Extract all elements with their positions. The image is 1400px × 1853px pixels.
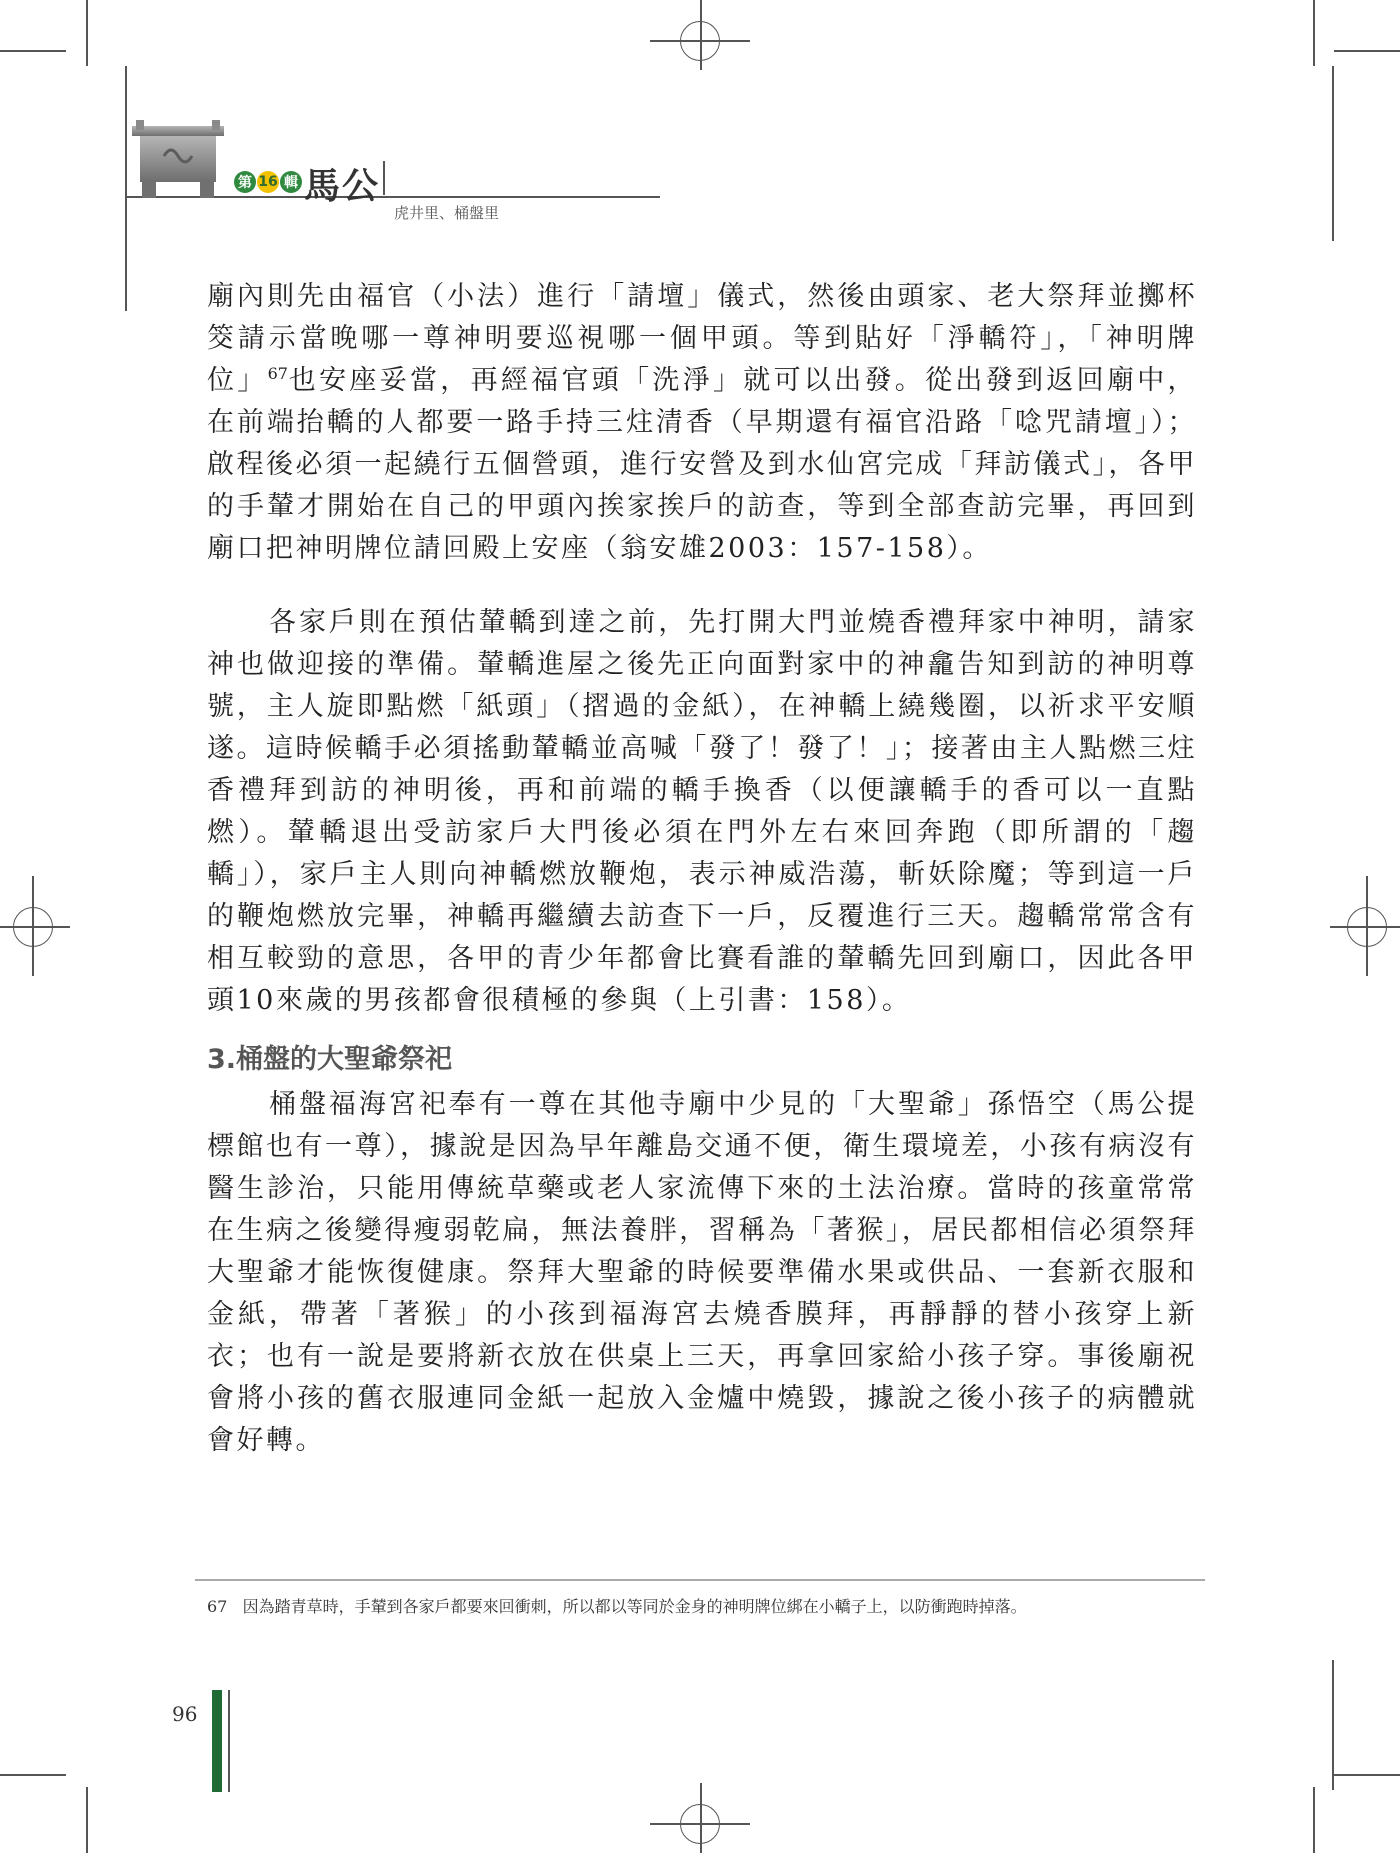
footnote-ref[interactable]: 67 xyxy=(267,364,288,383)
footnote-number: 67 xyxy=(207,1597,228,1616)
footnote-text: 因為踏青草時，手輦到各家戶都要來回衝刺，所以都以等同於金身的神明牌位綁在小轎子上，以防衝跑時掉落。 xyxy=(242,1597,1027,1616)
paragraph-1-rest: 也安座妥當，再經福官頭「洗淨」就可以出發。從出發到返回廟中，在前端抬轎的人都要一路手持三炷清香（早期還有福官沿路「唸咒請壇」）；啟程後必須一起繞行五個營頭，進行安營及到水仙宮完成「拜訪儀式」，各甲的手輦才開始在自己的甲頭內挨家挨戶的訪查，等到全部查訪完畢，再回到廟口把神明牌位請回殿上安座（翁安雄2003：157-158）。 xyxy=(207,365,1198,564)
footer-thin-bar xyxy=(228,1690,230,1792)
footnote xyxy=(207,1594,1207,1617)
page-number: 96 xyxy=(172,1702,198,1726)
volume-badge-suffix: 輯 xyxy=(280,171,302,193)
stone-incense-burner-icon xyxy=(128,120,228,200)
section-heading: 3.桶盤的大聖爺祭祀 xyxy=(207,1044,453,1075)
body-text xyxy=(207,276,1197,1462)
paragraph-1 xyxy=(207,276,1197,570)
paragraph-1-start: 廟內則先由福官（小法）進行「請壇」儀式，然後由頭家、老大祭拜並擲杯筊請示當晚哪一尊神明要巡視哪一個甲頭。等到貼好「淨轎符」，「神明牌位」 xyxy=(207,281,1197,396)
header-subtitle: 虎井里、桶盤里 xyxy=(394,204,500,222)
header-title-divider xyxy=(383,161,385,195)
volume-badge-prefix: 第 xyxy=(234,171,256,193)
footnote-rule xyxy=(195,1579,1205,1581)
paragraph-2: 各家戶則在預估輦轎到達之前，先打開大門並燒香禮拜家中神明，請家神也做迎接的準備。輦轎進屋之後先正向面對家中的神龕告知到訪的神明尊號，主人旋即點燃「紙頭」（摺過的金紙），在神轎上繞幾圈，以祈求平安順遂。這時候轎手必須搖動輦轎並高喊「發了！發了！」；接著由主人點燃三炷香禮拜到訪的神明後，再和前端的轎手換香（以便讓轎手的香可以一直點燃）。輦轎退出受訪家戶大門後必須在門外左右來回奔跑（即所謂的「趨轎」），家戶主人則向神轎燃放鞭炮，表示神威浩蕩，斬妖除魔；等到這一戶的鞭炮燃放完畢，神轎再繼續去訪查下一戶，反覆進行三天。趨轎常常含有相互較勁的意思，各甲的青少年都會比賽看誰的輦轎先回到廟口，因此各甲頭10來歲的男孩都會很積極的參與（上引書：158）。 xyxy=(207,607,1197,1016)
volume-badge-number: 16 xyxy=(257,171,279,193)
volume-badge xyxy=(234,171,302,193)
paragraph-3: 桶盤福海宮祀奉有一尊在其他寺廟中少見的「大聖爺」孫悟空（馬公提標館也有一尊），據說是因為早年離島交通不便，衛生環境差，小孩有病沒有醫生診治，只能用傳統草藥或老人家流傳下來的土法治療。當時的孩童常常在生病之後變得瘦弱乾扁，無法養胖，習稱為「著猴」，居民都相信必須祭拜大聖爺才能恢復健康。祭拜大聖爺的時候要準備水果或供品、一套新衣服和金紙，帶著「著猴」的小孩到福海宮去燒香膜拜，再靜靜的替小孩穿上新衣；也有一說是要將新衣放在供桌上三天，再拿回家給小孩子穿。事後廟祝會將小孩的舊衣服連同金紙一起放入金爐中燒毀，據說之後小孩子的病體就會好轉。 xyxy=(207,1089,1197,1456)
footer-green-bar xyxy=(212,1690,222,1792)
header-vertical-rule xyxy=(125,66,127,311)
header-title: 馬公 xyxy=(304,165,381,207)
